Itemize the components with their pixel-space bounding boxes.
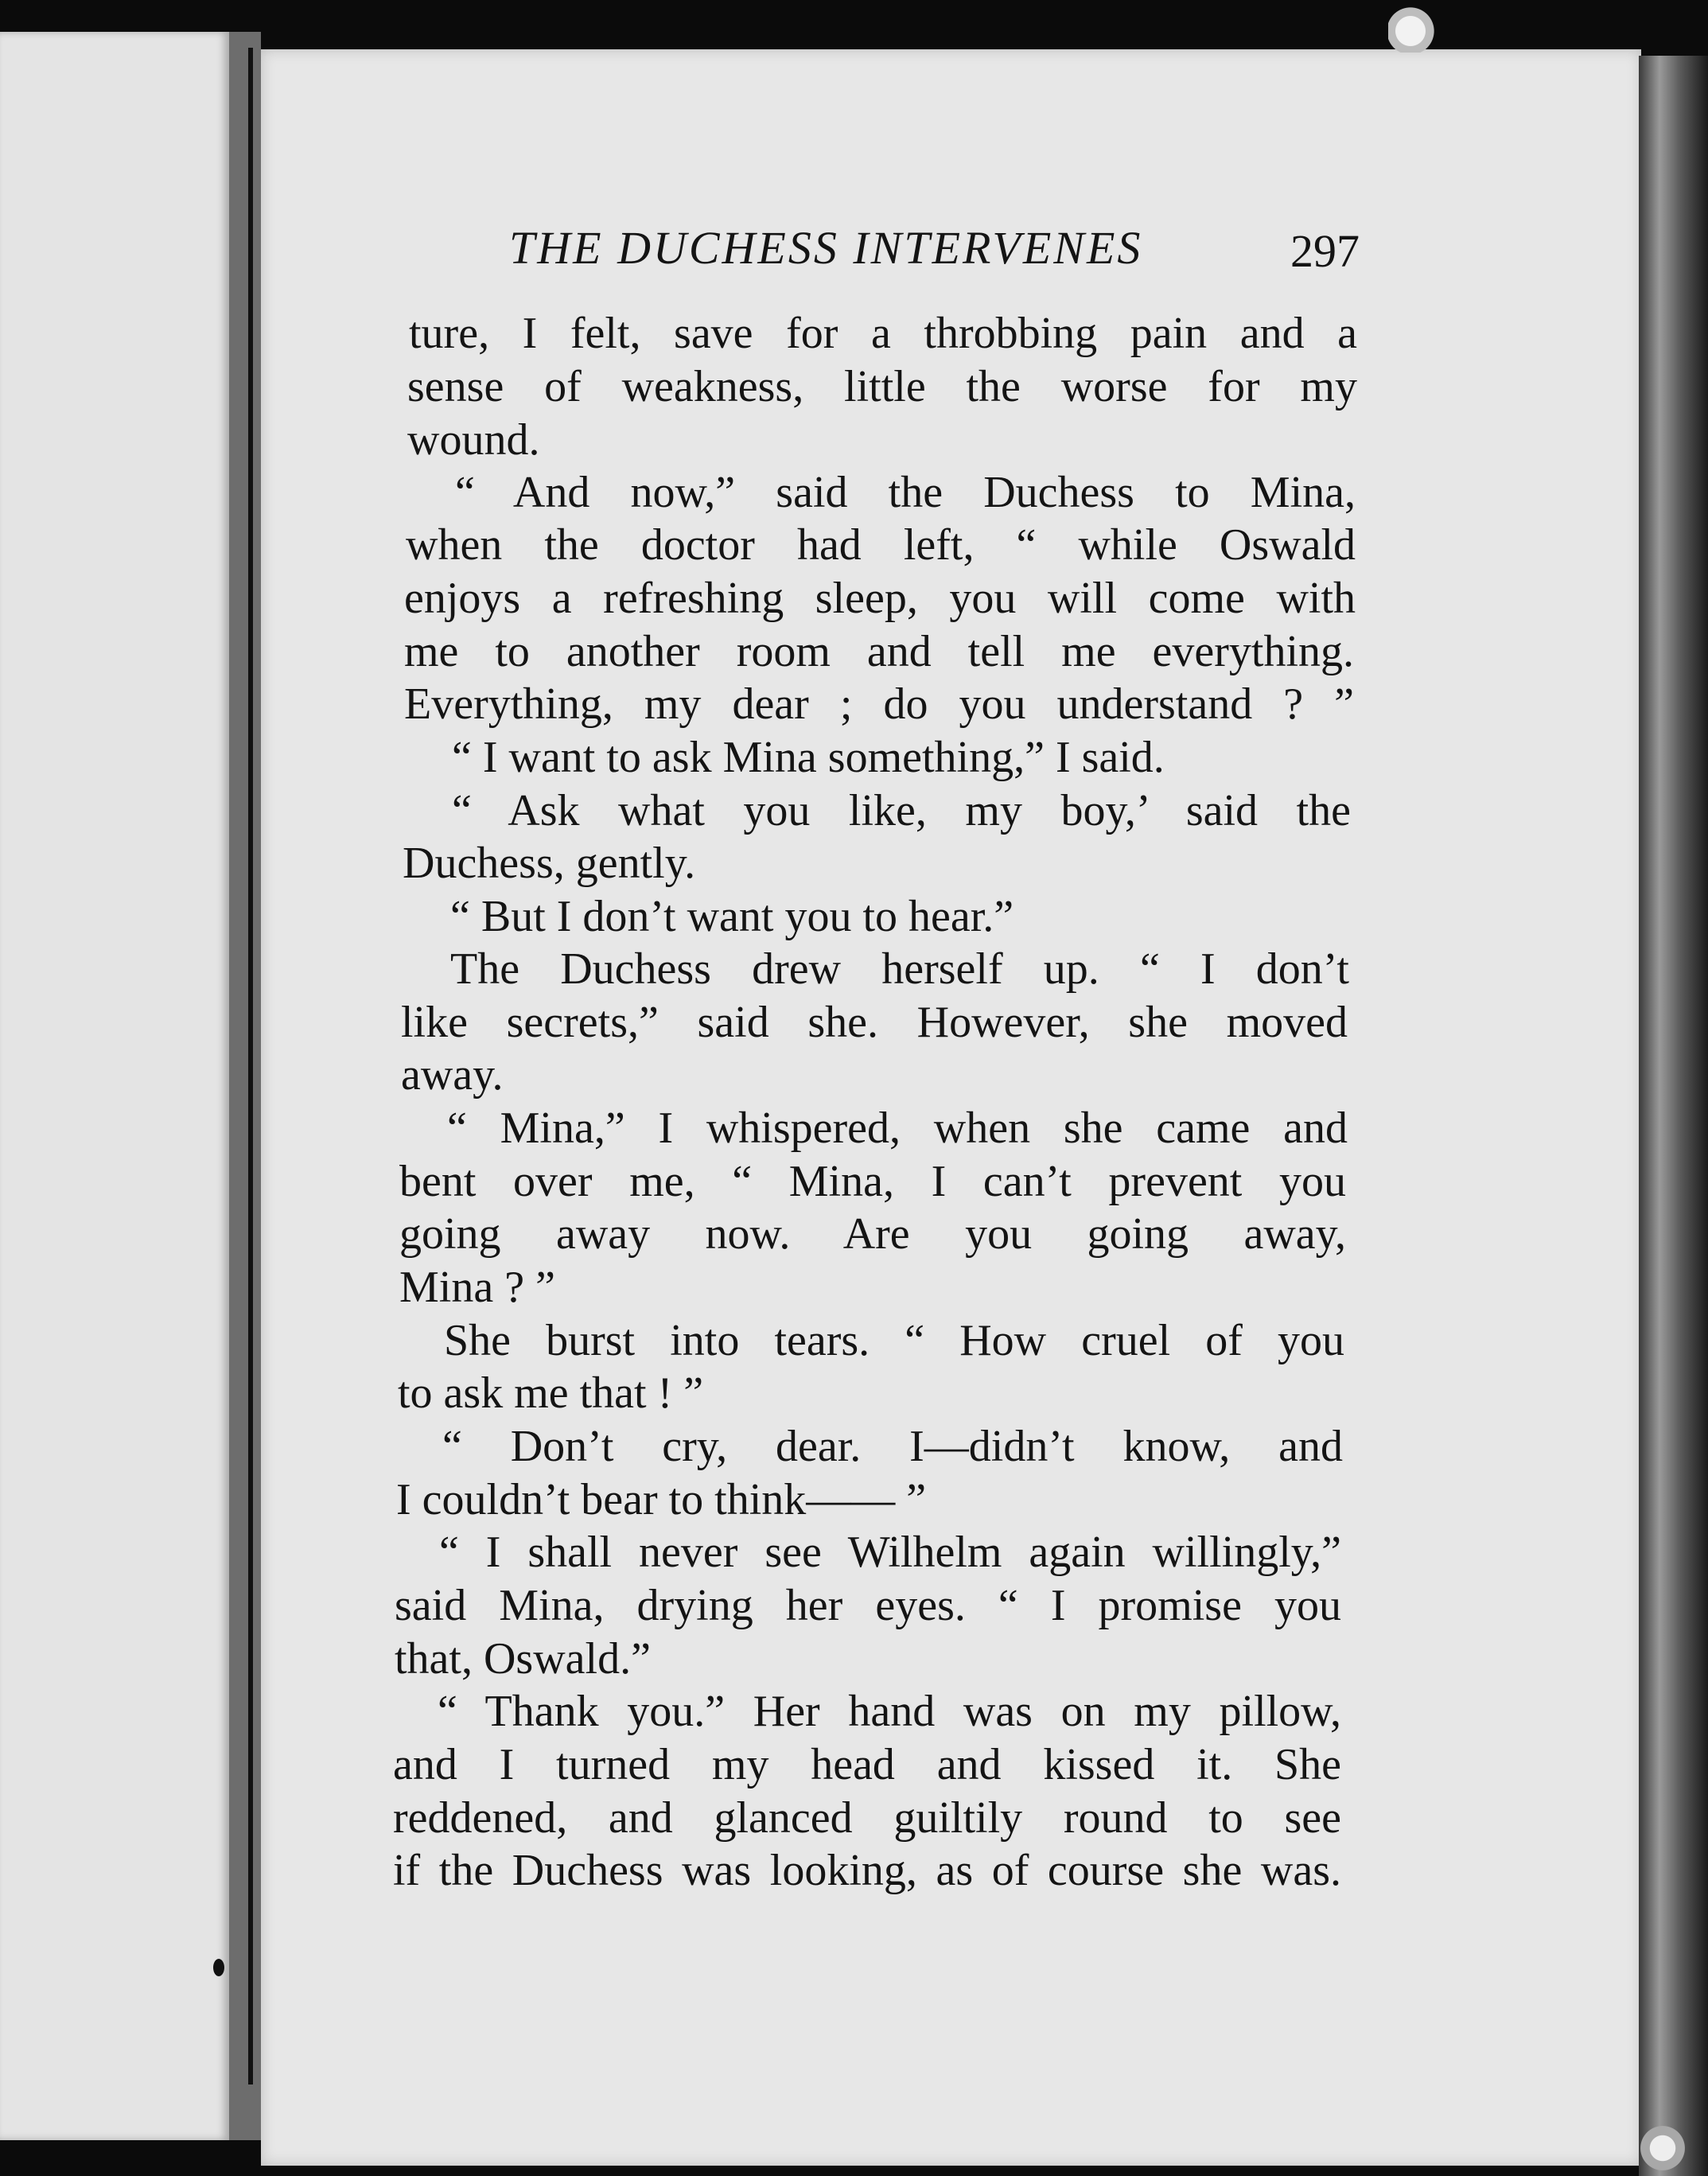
text-line: said Mina, drying her eyes. “ I promise you xyxy=(395,1581,1341,1630)
text-line: “ Thank you.” Her hand was on my pillow, xyxy=(438,1687,1341,1736)
text-line: Duchess, gently. xyxy=(403,839,696,888)
text-line: me to another room and tell me everything. xyxy=(404,627,1354,676)
text-line: wound. xyxy=(407,415,540,465)
gutter-shadow-line xyxy=(248,48,253,2085)
text-line: “ I want to ask Mina something,” I said. xyxy=(452,733,1165,782)
text-line: sense of weakness, little the worse for my xyxy=(407,362,1357,411)
text-line: enjoys a refreshing sleep, you will come with xyxy=(404,574,1356,623)
text-line: if the Duchess was looking, as of course she was. xyxy=(393,1846,1341,1895)
scan-blemish-bottom xyxy=(1631,2120,1694,2176)
text-line: “ But I don’t want you to hear.” xyxy=(450,892,1014,941)
text-line: to ask me that ! ” xyxy=(398,1368,704,1418)
text-line: “ Mina,” I whispered, when she came and xyxy=(447,1104,1348,1153)
text-line: when the doctor had left, “ while Oswald xyxy=(406,520,1356,570)
text-line: and I turned my head and kissed it. She xyxy=(393,1740,1341,1789)
text-line: going away now. Are you going away, xyxy=(399,1209,1346,1259)
running-head xyxy=(509,221,1368,285)
gutter-mark xyxy=(213,1959,224,1976)
scan-blemish-top xyxy=(1388,5,1444,53)
text-line: bent over me, “ Mina, I can’t prevent you xyxy=(399,1157,1346,1206)
text-line: “ Ask what you like, my boy,’ said the xyxy=(452,786,1351,835)
running-head-title: THE DUCHESS INTERVENES xyxy=(509,222,1143,274)
text-line: ture, I felt, save for a throbbing pain and a xyxy=(409,309,1357,358)
text-line: away. xyxy=(401,1050,504,1100)
text-line: I couldn’t bear to think—— ” xyxy=(396,1475,927,1524)
book-gutter xyxy=(229,32,261,2140)
text-line: “ And now,” said the Duchess to Mina, xyxy=(455,468,1356,517)
facing-page-left xyxy=(0,32,229,2140)
text-line: that, Oswald.” xyxy=(395,1634,651,1684)
text-line: “ Don’t cry, dear. I—didn’t know, and xyxy=(442,1422,1343,1471)
page-edge-shadow xyxy=(1639,56,1708,2176)
page-number: 297 xyxy=(1290,225,1360,277)
text-line: like secrets,” said she. However, she moved xyxy=(401,998,1348,1047)
text-line: The Duchess drew herself up. “ I don’t xyxy=(450,944,1349,994)
text-line: reddened, and glanced guiltily round to see xyxy=(393,1793,1341,1843)
text-line: Everything, my dear ; do you understand ? ” xyxy=(404,679,1354,729)
text-line: She burst into tears. “ How cruel of you xyxy=(444,1316,1344,1365)
text-line: “ I shall never see Wilhelm again willingly,” xyxy=(439,1528,1341,1577)
text-line: Mina ? ” xyxy=(399,1263,555,1312)
